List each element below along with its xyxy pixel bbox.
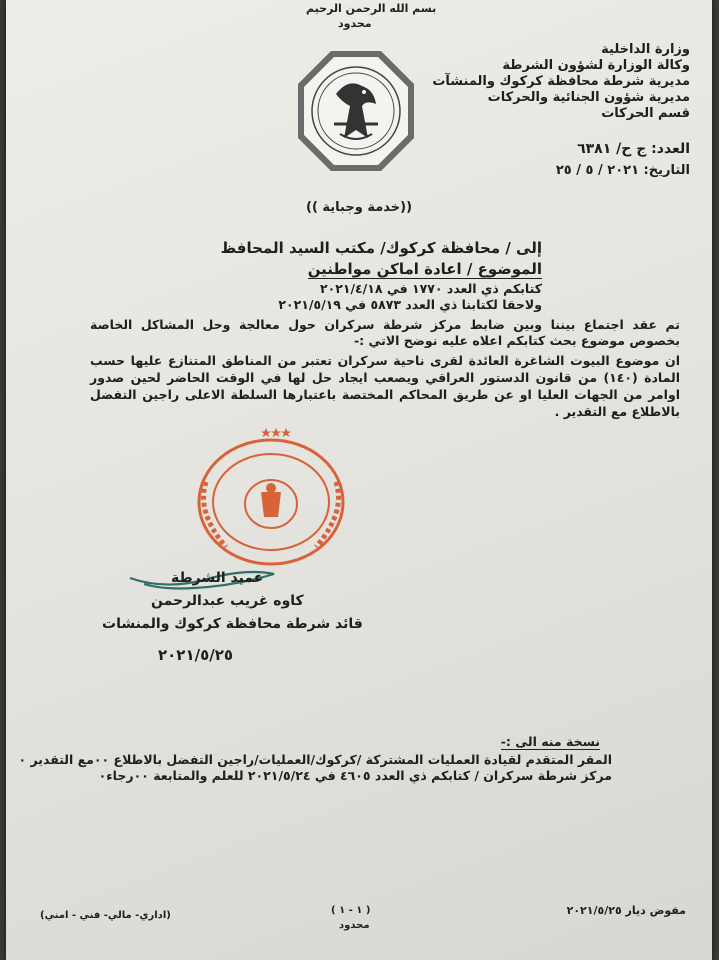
body-paragraph: ان موضوع البيوت الشاغرة العائدة لقرى ناحية سركران تعتبر من المناطق المتنازع عليها حسب المادة (١٤٠) من قانون الدستور العراقي ويصعب ايجاد حل لها في الوقت الحاضر لحين صدور اوامر من الجهات العليا او عن طريق المحاكم المختصة باعتبارها السلطة الاعلى راجين التفضل بالاطلاع مع التقدير .	[90, 353, 680, 419]
subject: الموضوع / اعادة اماكن مواطنين	[307, 260, 542, 278]
copy-item: المقر المتقدم لقيادة العمليات المشتركة /كركوك/العمليات/راجين التفضل بالاطلاع ٠٠مع التقدير ٠	[18, 752, 612, 767]
classification-bottom: محدود	[339, 920, 370, 931]
reference-line: ولاحقا لكتابنا ذي العدد ٥٨٧٣ في ٢٠٢١/٥/١٩	[278, 297, 542, 312]
document-page	[6, 0, 712, 960]
signatory-rank: عميد الشرطة	[171, 570, 264, 586]
header-line: مديرية شؤون الجنائية والحركات	[487, 90, 690, 105]
signatory-title: قائد شرطة محافظة كركوك والمنشات	[102, 616, 363, 632]
copies-heading: نسخة منه الى :-	[500, 734, 600, 749]
document-date: التاريخ: ٢٠٢١ / ٥ / ٢٥	[555, 163, 690, 178]
signature-date: ٢٠٢١/٥/٢٥	[158, 646, 234, 664]
addressee: إلى / محافظة كركوك/ مكتب السيد المحافظ	[220, 239, 542, 257]
signatory-name: كاوه غريب عبدالرحمن	[151, 593, 304, 609]
page-number: ( ١ - ١ )	[331, 905, 371, 916]
header-line: مديرية شرطة محافظة كركوك والمنشآت	[432, 74, 690, 89]
footer-typist: مفوض ديار ٢٠٢١/٥/٢٥	[566, 904, 686, 917]
service-note: ((خدمة وجباية ))	[306, 200, 413, 215]
header-line: وزارة الداخلية	[601, 42, 690, 57]
basmala: بسم الله الرحمن الرحيم	[306, 2, 437, 15]
copy-item: مركز شرطة سركران / كتابكم ذي العدد ٤٦٠٥ في ٢٠٢١/٥/٢٤ للعلم والمتابعة ٠٠رجاء٠	[98, 768, 612, 783]
body-paragraph: تم عقد اجتماع بيننا وبين ضابط مركز شرطة سركران حول معالجة وحل المشاكل الخاصة بخصوص موضوع بحث كتابكم اعلاه عليه نوضح الاتي :-	[90, 317, 680, 348]
iraq-police-emblem-icon	[296, 46, 416, 176]
official-stamp-icon	[186, 422, 356, 572]
classification-top: محدود	[338, 17, 372, 30]
document-number: العدد: ج ح/ ٦٣٨١	[577, 141, 690, 157]
reference-line: كتابكم ذي العدد ١٧٧٠ في ٢٠٢١/٤/١٨	[319, 281, 542, 296]
header-line: قسم الحركات	[601, 106, 690, 121]
footer-categories: (اداري- مالي- فني - امني)	[40, 910, 171, 921]
header-line: وكالة الوزارة لشؤون الشرطة	[502, 58, 690, 73]
